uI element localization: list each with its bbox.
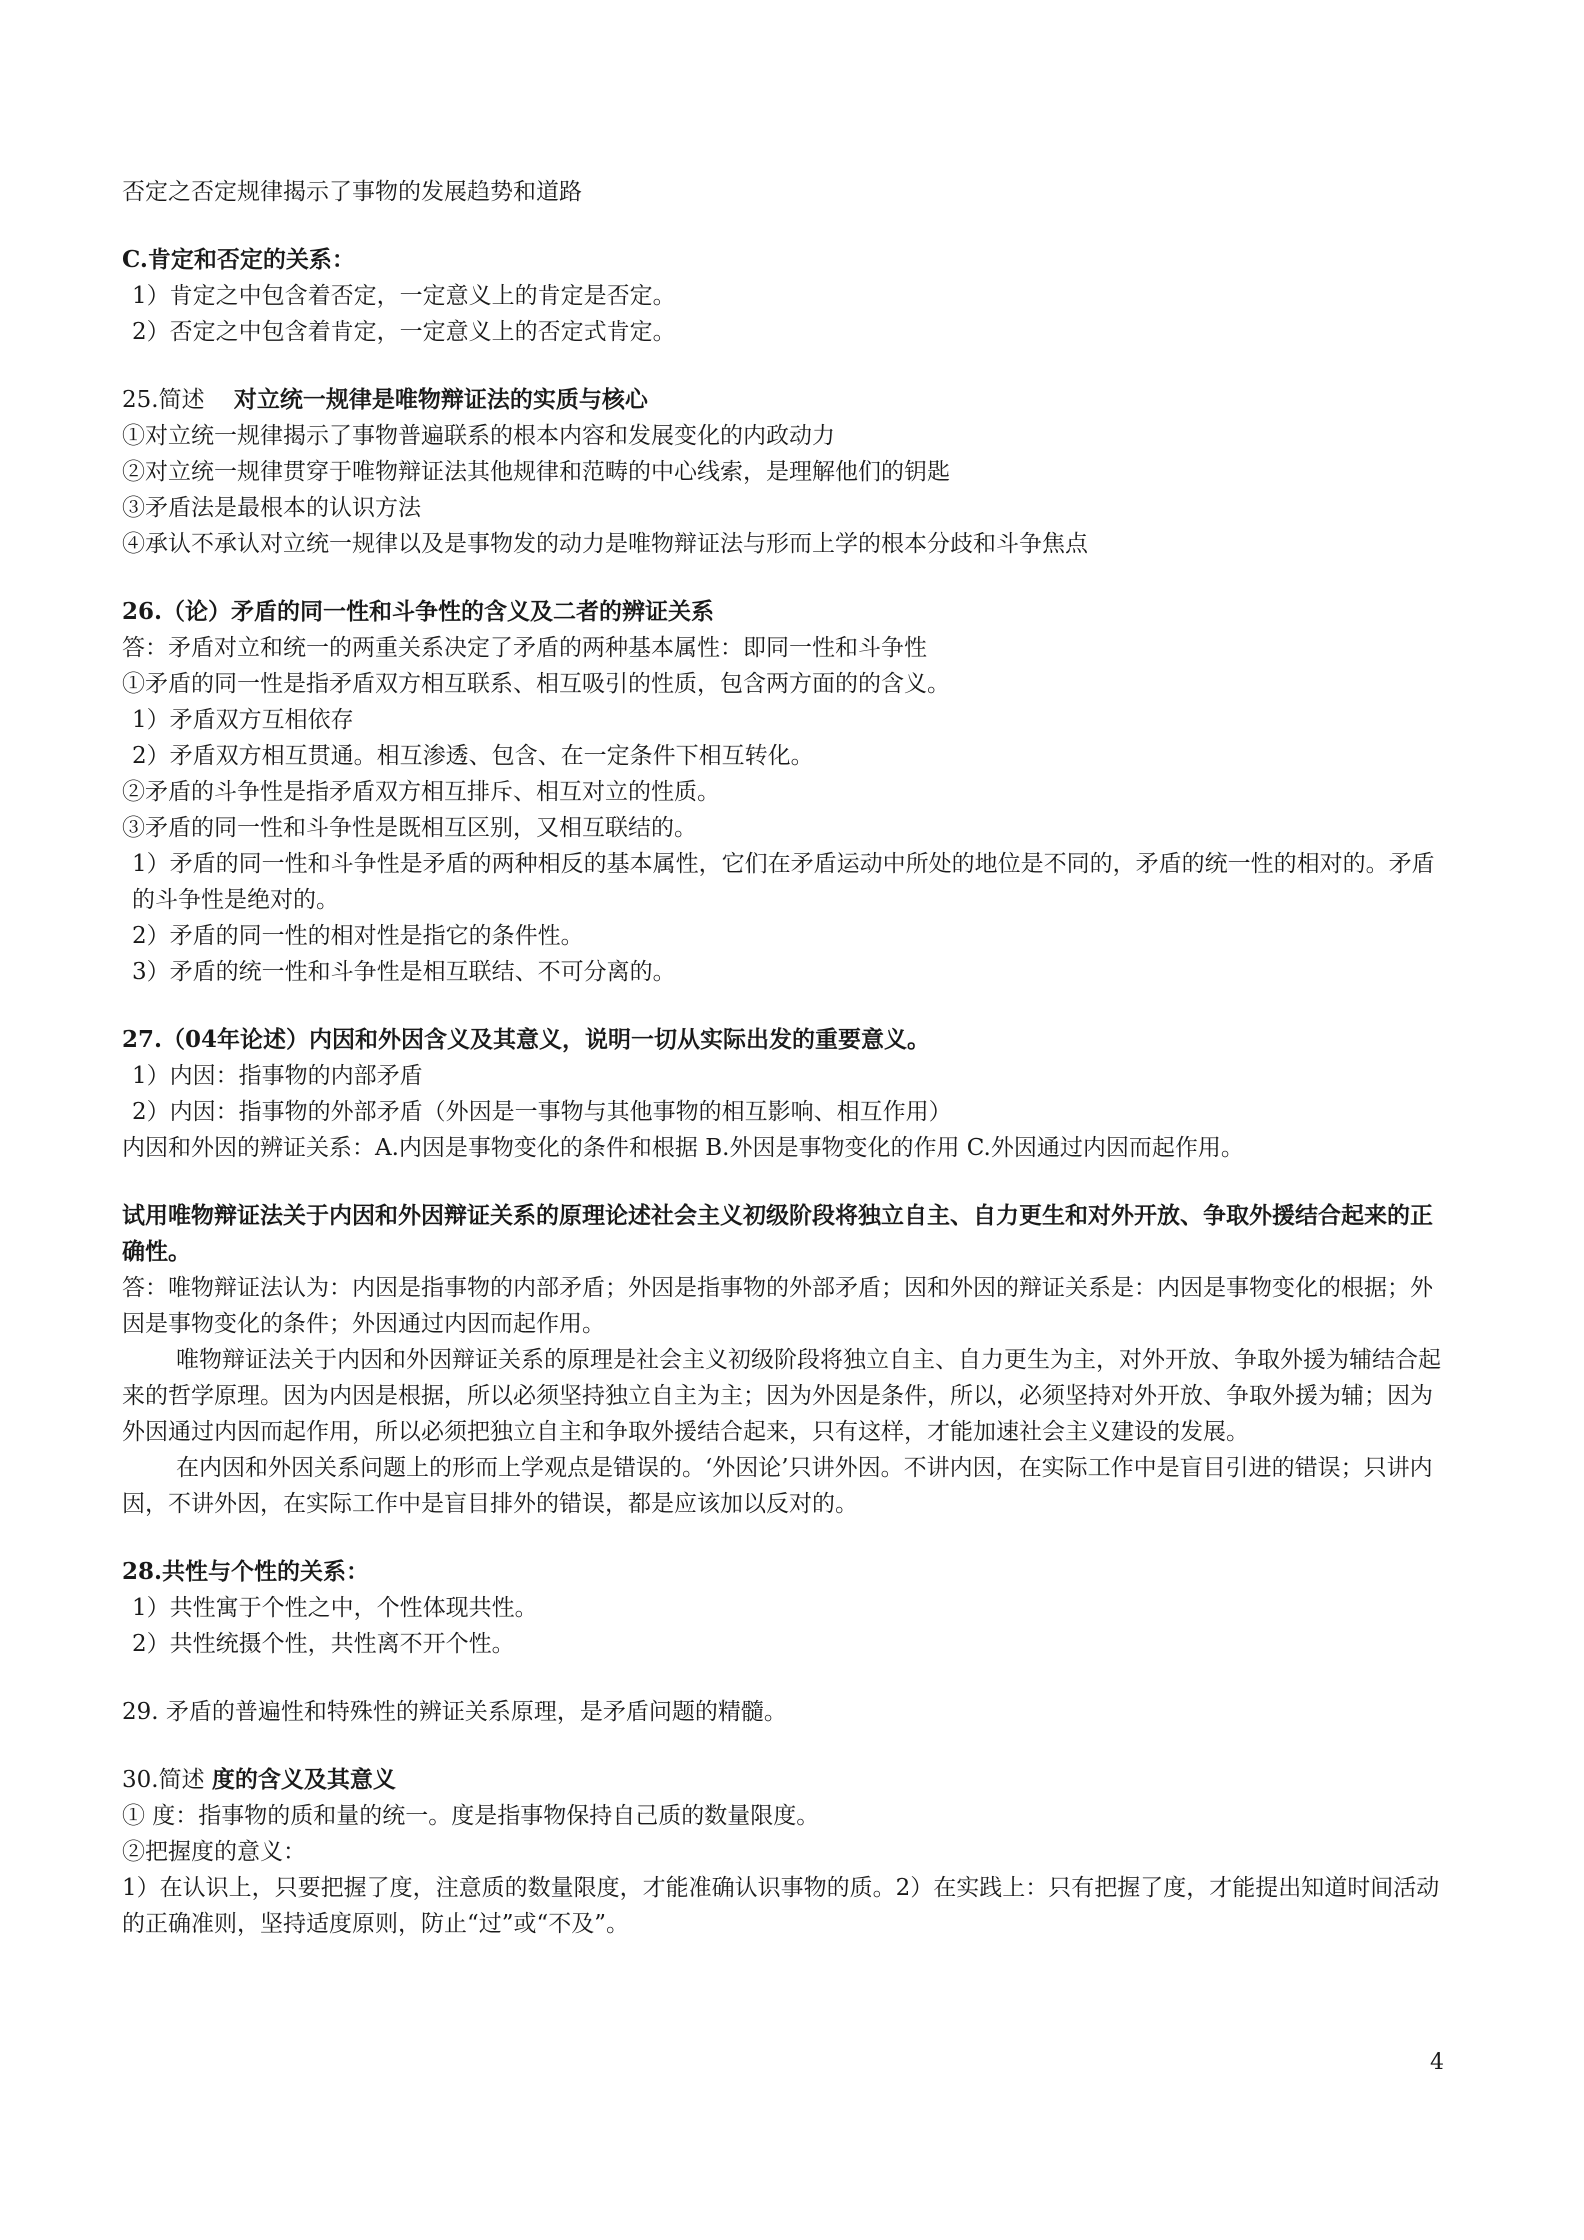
- essay-paragraph: 在内因和外因关系问题上的形而上学观点是错误的。‘外因论’只讲外因。不讲内因，在实际工作中是盲目引进的错误；只讲内因，不讲外因，在实际工作中是盲目排外的错误，都是应该加以反对的。: [122, 1455, 1433, 1517]
- q27-title: 27.（04年论述）内因和外因含义及其意义，说明一切从实际出发的重要意义。: [122, 1026, 931, 1053]
- q26-line: 2）矛盾双方相互贯通。相互渗透、包含、在一定条件下相互转化。: [132, 743, 814, 769]
- q28-item: 1）共性寓于个性之中，个性体现共性。: [132, 1595, 538, 1621]
- page-number: 4: [1430, 2050, 1444, 2075]
- q26-line: ②矛盾的斗争性是指矛盾双方相互排斥、相互对立的性质。: [122, 779, 720, 805]
- q30-wrap-line: 1）在认识上，只要把握了度，注意质的数量限度，才能准确认识事物的质。2）在实践上：只有把握了度，才能提出知道时间活动的正确准则，坚持适度原则，防止“过”或“不及”。: [122, 1875, 1440, 1937]
- essay-answer: 答：唯物辩证法认为：内因是指事物的内部矛盾；外因是指事物的外部矛盾；因和外因的辩证关系是：内因是事物变化的根据；外因是事物变化的条件；外因通过内因而起作用。: [122, 1275, 1433, 1337]
- q25-title: 对立统一规律是唯物辩证法的实质与核心: [233, 386, 648, 413]
- q28-title: 28.共性与个性的关系：: [122, 1558, 370, 1585]
- q25-item: ②对立统一规律贯穿于唯物辩证法其他规律和范畴的中心线索，是理解他们的钥匙: [122, 459, 950, 485]
- q26-line: ③矛盾的同一性和斗争性是既相互区别，又相互联结的。: [122, 815, 697, 841]
- q26-line: 答：矛盾对立和统一的两重关系决定了矛盾的两种基本属性：即同一性和斗争性: [122, 635, 927, 661]
- page-content: [122, 174, 1452, 1942]
- q29-text: 29. 矛盾的普遍性和特殊性的辨证关系原理，是矛盾问题的精髓。: [122, 1699, 787, 1725]
- q25-item: ①对立统一规律揭示了事物普遍联系的根本内容和发展变化的内政动力: [122, 423, 835, 449]
- essay-title: 试用唯物辩证法关于内因和外因辩证关系的原理论述社会主义初级阶段将独立自主、自力更生和对外开放、争取外援结合起来的正确性。: [122, 1202, 1433, 1265]
- q30-line: ① 度：指事物的质和量的统一。度是指事物保持自己质的数量限度。: [122, 1803, 820, 1829]
- q25-heading: [122, 382, 1452, 418]
- q30-line: ②把握度的意义：: [122, 1839, 306, 1865]
- q26-line: 3）矛盾的统一性和斗争性是相互联结、不可分离的。: [132, 959, 676, 985]
- q30-number: 30.简述: [122, 1767, 205, 1793]
- intro-line: 否定之否定规律揭示了事物的发展趋势和道路: [122, 179, 582, 205]
- c-section-heading: C.肯定和否定的关系：: [122, 246, 355, 273]
- q26-wrap-line: 1）矛盾的同一性和斗争性是矛盾的两种相反的基本属性，它们在矛盾运动中所处的地位是不同的，矛盾的统一性的相对的。矛盾的斗争性是绝对的。: [132, 851, 1435, 913]
- q26-line: ①矛盾的同一性是指矛盾双方相互联系、相互吸引的性质，包含两方面的的含义。: [122, 671, 950, 697]
- essay-paragraph: 唯物辩证法关于内因和外因辩证关系的原理是社会主义初级阶段将独立自主、自力更生为主，对外开放、争取外援为辅结合起来的哲学原理。因为内因是根据，所以必须坚持独立自主为主；因为外因是条件，所以，必须坚持对外开放、争取外援为辅；因为外因通过内因而起作用，所以必须把独立自主和争取外援结合起来，只有这样，才能加速社会主义建设的发展。: [122, 1347, 1441, 1445]
- q28-item: 2）共性统摄个性，共性离不开个性。: [132, 1631, 515, 1657]
- c-section-item: 1）肯定之中包含着否定，一定意义上的肯定是否定。: [132, 283, 676, 309]
- q27-line: 1）内因：指事物的内部矛盾: [132, 1063, 423, 1089]
- q27-relation: 内因和外因的辨证关系：A.内因是事物变化的条件和根据 B.外因是事物变化的作用 C.外因通过内因而起作用。: [122, 1135, 1244, 1161]
- q26-line: 2）矛盾的同一性的相对性是指它的条件性。: [132, 923, 584, 949]
- q30-title: 度的含义及其意义: [211, 1766, 396, 1793]
- q25-item: ④承认不承认对立统一规律以及是事物发的动力是唯物辩证法与形而上学的根本分歧和斗争焦点: [122, 531, 1088, 557]
- c-section-item: 2）否定之中包含着肯定，一定意义上的否定式肯定。: [132, 319, 676, 345]
- q25-number: 25.简述: [122, 387, 205, 413]
- q26-line: 1）矛盾双方互相依存: [132, 707, 354, 733]
- q30-heading: [122, 1762, 1452, 1798]
- q27-line: 2）内因：指事物的外部矛盾（外因是一事物与其他事物的相互影响、相互作用）: [132, 1099, 952, 1125]
- q26-title: 26.（论）矛盾的同一性和斗争性的含义及二者的辨证关系: [122, 598, 715, 625]
- q25-item: ③矛盾法是最根本的认识方法: [122, 495, 421, 521]
